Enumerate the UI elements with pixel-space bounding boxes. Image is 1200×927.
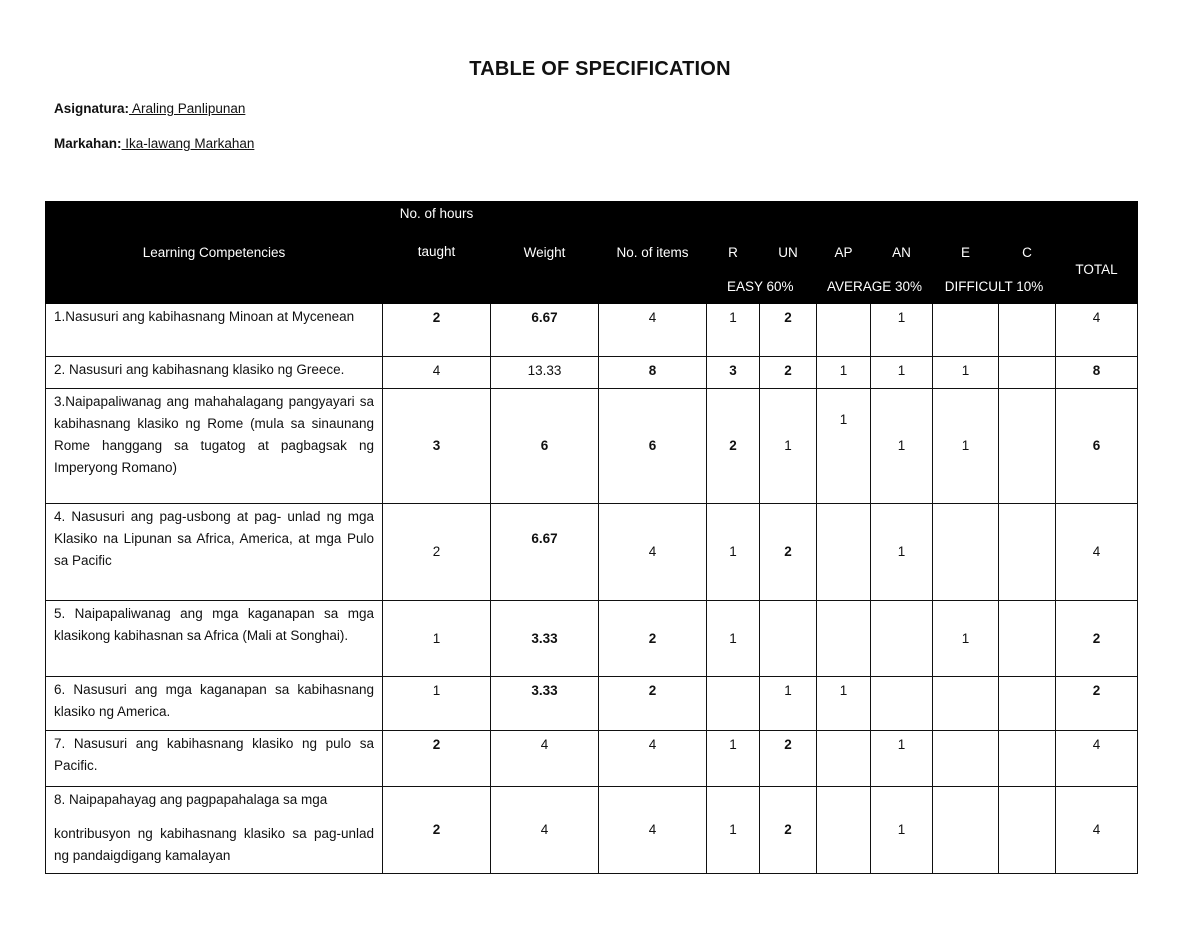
specification-table	[45, 201, 1138, 874]
weight-cell: 6.67	[491, 504, 599, 601]
header-items: No. of items	[599, 202, 707, 304]
table-row	[46, 389, 1138, 504]
c-cell	[999, 787, 1056, 874]
table-row	[46, 504, 1138, 601]
subject-value: Araling Panlipunan	[129, 101, 246, 116]
hours-cell: 1	[383, 677, 491, 731]
header-spacer	[707, 202, 1138, 236]
ap-cell: 1	[817, 357, 871, 389]
total-cell: 4	[1056, 731, 1138, 787]
header-un: UN	[760, 236, 817, 270]
ap-cell	[817, 787, 871, 874]
an-cell: 1	[871, 304, 933, 357]
e-cell	[933, 677, 999, 731]
header-weight: Weight	[491, 202, 599, 304]
header-competencies: Learning Competencies	[46, 202, 383, 304]
c-cell	[999, 601, 1056, 677]
un-cell: 1	[760, 677, 817, 731]
total-cell: 4	[1056, 304, 1138, 357]
items-cell: 2	[599, 677, 707, 731]
e-cell: 1	[933, 601, 999, 677]
header-c: C	[999, 236, 1056, 270]
header-hours	[383, 202, 491, 304]
hours-cell: 2	[383, 731, 491, 787]
competency-line1: 8. Naipapahayag ang pagpapahalaga sa mga	[54, 792, 328, 807]
header-total: TOTAL	[1056, 236, 1138, 304]
items-cell: 4	[599, 787, 707, 874]
competency-cell: 5. Naipapaliwanag ang mga kaganapan sa mga klasikong kabihasnan sa Africa (Mali at Songhai).	[46, 601, 383, 677]
competency-cell: 7. Nasusuri ang kabihasnang klasiko ng pulo sa Pacific.	[46, 731, 383, 787]
an-cell: 1	[871, 787, 933, 874]
r-cell: 1	[707, 601, 760, 677]
un-cell: 2	[760, 304, 817, 357]
weight-cell: 4	[491, 731, 599, 787]
total-cell: 2	[1056, 601, 1138, 677]
quarter-label: Markahan:	[54, 136, 122, 151]
un-cell: 2	[760, 357, 817, 389]
weight-cell: 3.33	[491, 601, 599, 677]
total-cell: 6	[1056, 389, 1138, 504]
un-cell: 2	[760, 731, 817, 787]
ap-cell	[817, 731, 871, 787]
table-header	[46, 202, 1138, 304]
items-cell: 8	[599, 357, 707, 389]
items-cell: 2	[599, 601, 707, 677]
an-cell: 1	[871, 504, 933, 601]
hours-cell: 4	[383, 357, 491, 389]
table-row	[46, 304, 1138, 357]
items-cell: 4	[599, 304, 707, 357]
competency-cell: 6. Nasusuri ang mga kaganapan sa kabihasnang klasiko ng America.	[46, 677, 383, 731]
hours-cell: 1	[383, 601, 491, 677]
competency-cell: 3.Naipapaliwanag ang mahahalagang pangyayari sa kabihasnang klasiko ng Rome (mula sa sinaunang Rome hanggang sa tugatog at pagbagsak ng Imperyong Romano)	[46, 389, 383, 504]
page-title: TABLE OF SPECIFICATION	[469, 58, 731, 80]
quarter-value: Ika-lawang Markahan	[121, 136, 255, 151]
total-cell: 4	[1056, 504, 1138, 601]
e-cell: 1	[933, 389, 999, 504]
weight-cell: 6	[491, 389, 599, 504]
ap-cell: 1	[817, 677, 871, 731]
header-difficult: DIFFICULT 10%	[933, 270, 1056, 304]
r-cell: 1	[707, 504, 760, 601]
e-cell: 1	[933, 357, 999, 389]
r-cell: 1	[707, 304, 760, 357]
c-cell	[999, 304, 1056, 357]
competency-cell: 2. Nasusuri ang kabihasnang klasiko ng Greece.	[46, 357, 383, 389]
e-cell	[933, 504, 999, 601]
table-row	[46, 601, 1138, 677]
table-row	[46, 787, 1138, 874]
table-row	[46, 677, 1138, 731]
table-body	[46, 304, 1138, 874]
an-cell	[871, 677, 933, 731]
weight-cell: 3.33	[491, 677, 599, 731]
an-cell: 1	[871, 731, 933, 787]
weight-cell: 13.33	[491, 357, 599, 389]
c-cell	[999, 389, 1056, 504]
header-an: AN	[871, 236, 933, 270]
header-hours-line2: taught	[417, 244, 456, 259]
r-cell: 3	[707, 357, 760, 389]
un-cell	[760, 601, 817, 677]
hours-cell: 3	[383, 389, 491, 504]
header-average: AVERAGE 30%	[817, 270, 933, 304]
items-cell: 4	[599, 731, 707, 787]
un-cell: 2	[760, 787, 817, 874]
ap-cell	[817, 504, 871, 601]
e-cell	[933, 304, 999, 357]
un-cell: 2	[760, 504, 817, 601]
competency-cell	[46, 787, 383, 874]
hours-cell: 2	[383, 304, 491, 357]
table-row	[46, 731, 1138, 787]
items-cell: 4	[599, 504, 707, 601]
total-cell: 8	[1056, 357, 1138, 389]
an-cell: 1	[871, 357, 933, 389]
total-cell: 4	[1056, 787, 1138, 874]
total-cell: 2	[1056, 677, 1138, 731]
c-cell	[999, 357, 1056, 389]
quarter-line	[54, 136, 254, 151]
items-cell: 6	[599, 389, 707, 504]
table-row	[46, 357, 1138, 389]
an-cell	[871, 601, 933, 677]
competency-line2: kontribusyon ng kabihasnang klasiko sa pag-unlad ng pandaigdigang kamalayan	[54, 826, 374, 863]
an-cell: 1	[871, 389, 933, 504]
ap-cell	[817, 601, 871, 677]
header-ap: AP	[817, 236, 871, 270]
header-r: R	[707, 236, 760, 270]
header-easy: EASY 60%	[707, 270, 817, 304]
weight-cell: 4	[491, 787, 599, 874]
r-cell: 1	[707, 731, 760, 787]
hours-cell: 2	[383, 787, 491, 874]
competency-cell: 4. Nasusuri ang pag-usbong at pag- unlad ng mga Klasiko na Lipunan sa Africa, America, at mga Pulo sa Pacific	[46, 504, 383, 601]
ap-cell	[817, 304, 871, 357]
c-cell	[999, 731, 1056, 787]
r-cell	[707, 677, 760, 731]
ap-cell: 1	[817, 389, 871, 504]
e-cell	[933, 787, 999, 874]
hours-cell: 2	[383, 504, 491, 601]
subject-line	[54, 101, 245, 116]
header-e: E	[933, 236, 999, 270]
subject-label: Asignatura:	[54, 101, 130, 116]
header-hours-line1: No. of hours	[399, 206, 474, 221]
competency-cell: 1.Nasusuri ang kabihasnang Minoan at Mycenean	[46, 304, 383, 357]
c-cell	[999, 677, 1056, 731]
competency-spacer	[54, 811, 374, 823]
weight-cell: 6.67	[491, 304, 599, 357]
c-cell	[999, 504, 1056, 601]
un-cell: 1	[760, 389, 817, 504]
r-cell: 2	[707, 389, 760, 504]
r-cell: 1	[707, 787, 760, 874]
e-cell	[933, 731, 999, 787]
